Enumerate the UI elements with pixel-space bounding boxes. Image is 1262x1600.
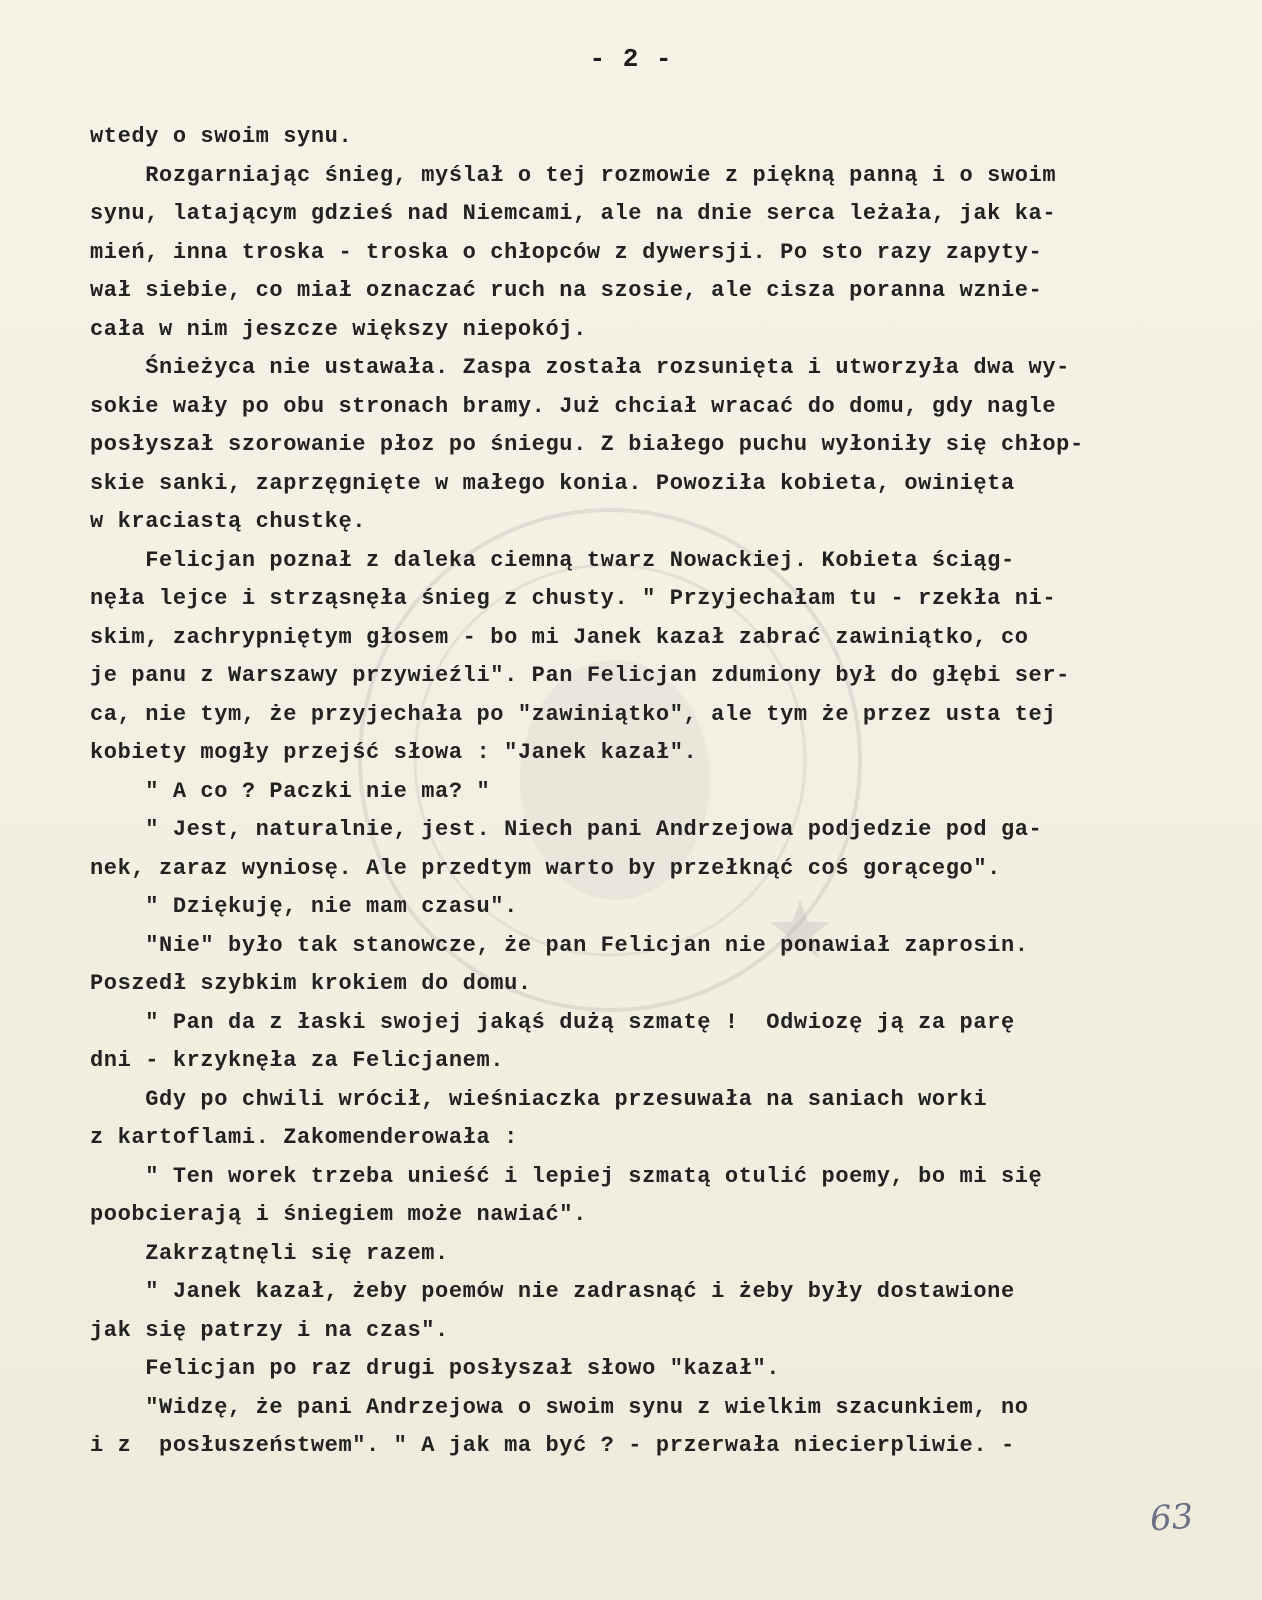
text-line: " A co ? Paczki nie ma? " [90, 778, 491, 804]
text-line: cała w nim jeszcze większy niepokój. [90, 316, 587, 342]
text-line: " Dziękuję, nie mam czasu". [90, 894, 518, 919]
text-line: Rozgarniając śnieg, myślał o tej rozmowie z piękną panną i o swoim [90, 162, 1057, 188]
text-line: i z posłuszeństwem". " A jak ma być ? - przerwała niecierpliwie. - [90, 1433, 1015, 1458]
text-line: ca, nie tym, że przyjechała po "zawiniątko", ale tym że przez usta tej [90, 701, 1057, 727]
text-line: skim, zachrypniętym głosem - bo mi Janek kazał zabrać zawiniątko, co [90, 624, 1029, 650]
text-line: kobiety mogły przejść słowa : "Janek kazał". [90, 740, 698, 765]
text-line: dni - krzyknęła za Felicjanem. [90, 1048, 505, 1073]
text-line: skie sanki, zaprzęgnięte w małego konia. Powoziła kobieta, owinięta [90, 470, 1015, 496]
text-line: Śnieżyca nie ustawała. Zaspa została rozsunięta i utworzyła dwa wy- [90, 355, 1070, 380]
text-line: "Nie" było tak stanowcze, że pan Felicjan nie ponawiał zaprosin. [90, 932, 1029, 958]
text-line: "Widzę, że pani Andrzejowa o swoim synu z wielkim szacunkiem, no [90, 1394, 1029, 1420]
typewritten-body [90, 118, 1240, 1466]
text-line: " Pan da z łaski swojej jakąś dużą szmatę ! Odwiozę ją za parę [90, 1009, 1015, 1035]
text-line: Felicjan poznał z daleka ciemną twarz Nowackiej. Kobieta ściąg- [90, 547, 1015, 573]
text-line: Gdy po chwili wrócił, wieśniaczka przesuwała na saniach worki [90, 1086, 988, 1112]
text-line: wał siebie, co miał oznaczać ruch na szosie, ale cisza poranna wznie- [90, 278, 1043, 303]
text-line: jak się patrzy i na czas". [90, 1317, 449, 1343]
text-line: " Ten worek trzeba unieść i lepiej szmatą otulić poemy, bo mi się [90, 1163, 1043, 1189]
text-line: mień, inna troska - troska o chłopców z dywersji. Po sto razy zapyty- [90, 239, 1043, 265]
text-line: Felicjan po raz drugi posłyszał słowo "kazał". [90, 1356, 781, 1381]
page-number: - 2 - [589, 44, 673, 74]
text-line: z kartoflami. Zakomenderowała : [90, 1125, 518, 1150]
text-line: sokie wały po obu stronach bramy. Już chciał wracać do domu, gdy nagle [90, 393, 1057, 419]
text-line: je panu z Warszawy przywieźli". Pan Felicjan zdumiony był do głębi ser- [90, 663, 1070, 688]
text-line: Zakrzątnęli się razem. [90, 1240, 449, 1266]
text-line: synu, latającym gdzieś nad Niemcami, ale na dnie serca leżała, jak ka- [90, 201, 1057, 226]
text-line: w kraciastą chustkę. [90, 509, 367, 534]
text-line: Poszedł szybkim krokiem do domu. [90, 971, 532, 996]
text-line: posłyszał szorowanie płoz po śniegu. Z białego puchu wyłoniły się chłop- [90, 432, 1084, 457]
text-line: nek, zaraz wyniosę. Ale przedtym warto by przełknąć coś gorącego". [90, 855, 1001, 881]
handwritten-folio-number: 63 [1148, 1496, 1195, 1540]
text-line: nęła lejce i strząsnęła śnieg z chusty. " Przyjechałam tu - rzekła ni- [90, 586, 1057, 611]
text-line: poobcierają i śniegiem może nawiać". [90, 1202, 587, 1227]
text-line: " Janek kazał, żeby poemów nie zadrasnąć i żeby były dostawione [90, 1279, 1015, 1304]
text-line: wtedy o swoim synu. [90, 124, 353, 149]
text-line: " Jest, naturalnie, jest. Niech pani Andrzejowa podjedzie pod ga- [90, 817, 1043, 842]
